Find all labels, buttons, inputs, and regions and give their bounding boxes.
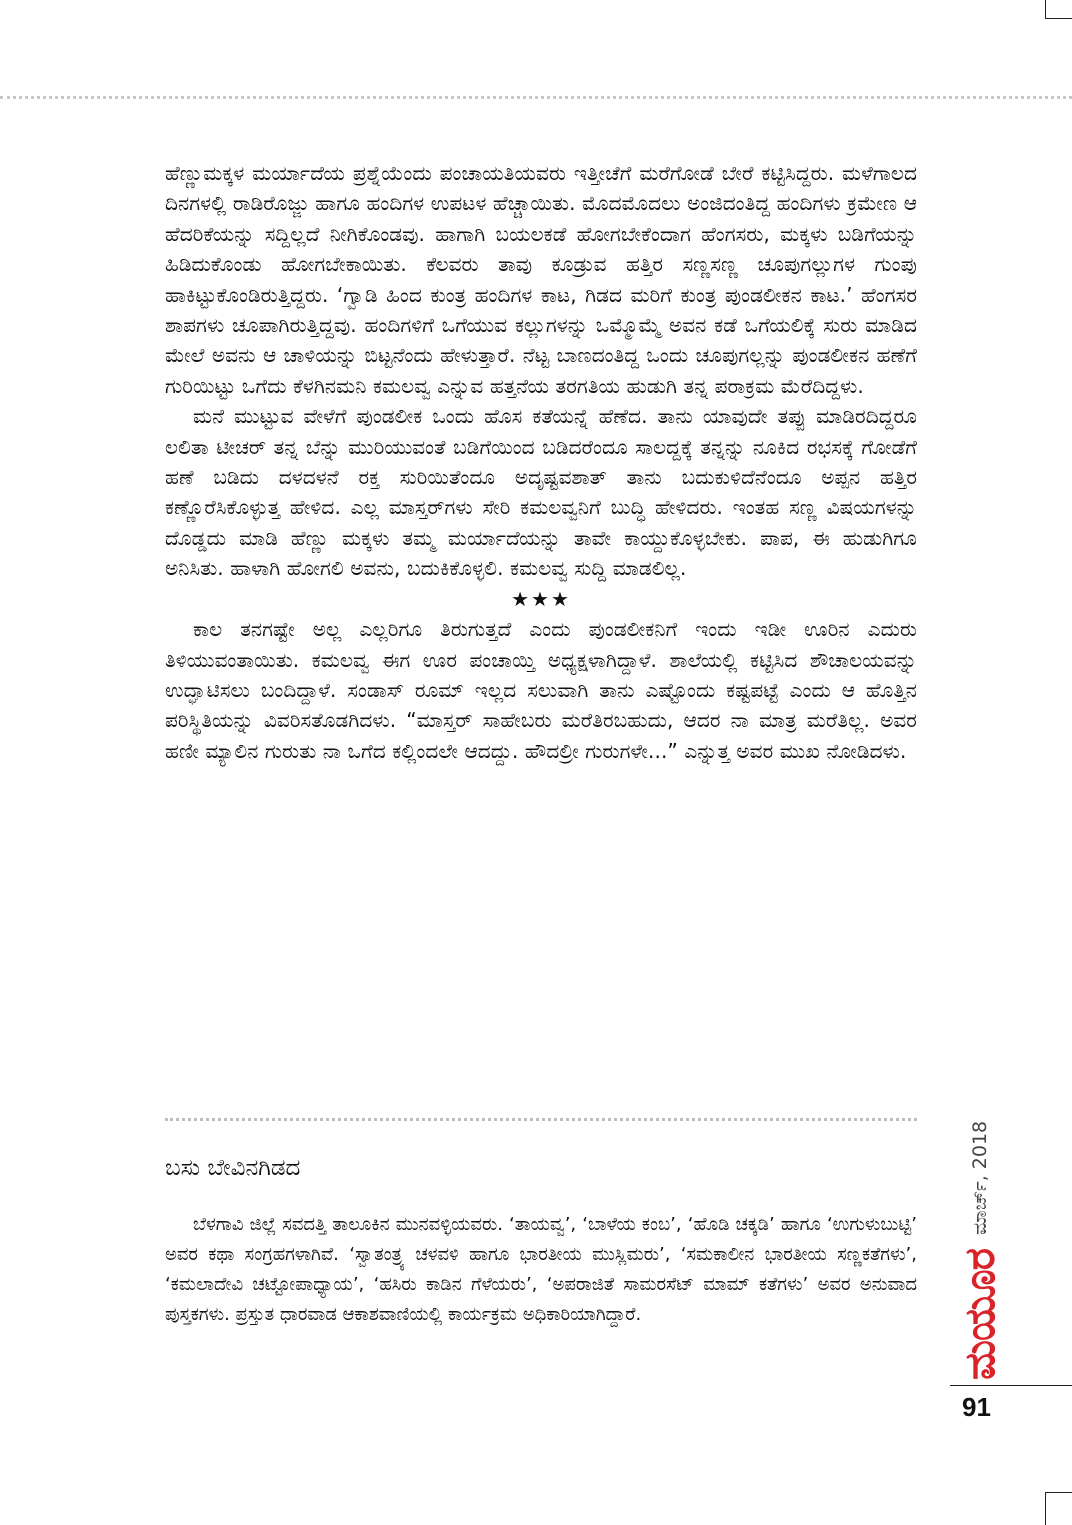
crop-mark-bottom-right	[1046, 1492, 1072, 1493]
paragraph-1: ಹೆಣ್ಣುಮಕ್ಕಳ ಮರ್ಯಾದೆಯ ಪ್ರಶ್ನೆಯೆಂದು ಪಂಚಾಯತಿಯವರು ಇತ್ತೀಚೆಗೆ ಮರೆಗೋಡೆ ಬೇರೆ ಕಟ್ಟಿಸಿದ್ದರು. ಮಳೆಗಾಲದ ದಿನಗಳಲ್ಲಿ ರಾಡಿರೊಜ್ಜು ಹಾಗೂ ಹಂದಿಗಳ ಉಪಟಳ ಹೆಚ್ಚಾಯಿತು. ಮೊದಮೊದಲು ಅಂಜಿದಂತಿದ್ದ ಹಂದಿಗಳು ಕ್ರಮೇಣ ಆ ಹೆದರಿಕೆಯನ್ನು ಸದ್ದಿಲ್ಲದೆ ನೀಗಿಕೊಂಡವು. ಹಾಗಾಗಿ ಬಯಲಕಡೆ ಹೋಗಬೇಕೆಂದಾಗ ಹೆಂಗಸರು, ಮಕ್ಕಳು ಬಡಿಗೆಯನ್ನು ಹಿಡಿದುಕೊಂಡು ಹೋಗಬೇಕಾಯಿತು. ಕೆಲವರು ತಾವು ಕೂಡ್ರುವ ಹತ್ತಿರ ಸಣ್ಣಸಣ್ಣ ಚೂಪುಗಲ್ಲುಗಳ ಗುಂಪು ಹಾಕಿಟ್ಟುಕೊಂಡಿರುತ್ತಿದ್ದರು. ‘ಗ್ವಾಡಿ ಹಿಂದ ಕುಂತ್ರ ಹಂದಿಗಳ ಕಾಟ, ಗಿಡದ ಮರಿಗೆ ಕುಂತ್ರ ಪುಂಡಲೀಕನ ಕಾಟ.’ ಹೆಂಗಸರ ಶಾಪಗಳು ಚೂಪಾಗಿರುತ್ತಿದ್ದವು. ಹಂದಿಗಳಿಗೆ ಒಗೆಯುವ ಕಲ್ಲುಗಳನ್ನು ಒಮ್ಮೊಮ್ಮೆ ಅವನ ಕಡೆ ಒಗೆಯಲಿಕ್ಕೆ ಸುರು ಮಾಡಿದ ಮೇಲೆ ಅವನು ಆ ಚಾಳಿಯನ್ನು ಬಿಟ್ಟನೆಂದು ಹೇಳುತ್ತಾರೆ. ನೆಟ್ಟ ಬಾಣದಂತಿದ್ದ ಒಂದು ಚೂಪುಗಲ್ಲನ್ನು ಪುಂಡಲೀಕನ ಹಣೆಗೆ ಗುರಿಯಿಟ್ಟು ಒಗೆದು ಕೆಳಗಿನಮನಿ ಕಮಲವ್ವ ಎನ್ನುವ ಹತ್ತನೆಯ ತರಗತಿಯ ಹುಡುಗಿ ತನ್ನ ಪರಾಕ್ರಮ ಮೆರೆದಿದ್ದಳು.	[165, 161, 917, 398]
author-name: ಬಸು ಬೇವಿನಗಿಡದ	[165, 1155, 301, 1181]
section-separator: ★★★	[511, 586, 571, 611]
author-section-divider	[165, 1118, 917, 1121]
page-number-rule	[950, 1385, 1072, 1386]
magazine-logo: ಮಯೂರ	[955, 1249, 1004, 1380]
crop-mark-top-right-vertical	[1045, 0, 1046, 19]
magazine-label	[950, 1095, 1010, 1380]
issue-date: ಮಾರ್ಚ್, 2018	[969, 1120, 991, 1236]
paragraph-3: ಕಾಲ ತನಗಷ್ಟೇ ಅಲ್ಲ ಎಲ್ಲರಿಗೂ ತಿರುಗುತ್ತದೆ ಎಂದು ಪುಂಡಲೀಕನಿಗೆ ಇಂದು ಇಡೀ ಊರಿನ ಎದುರು ತಿಳಿಯುವಂತಾಯಿತು. ಕಮಲವ್ವ ಈಗ ಊರ ಪಂಚಾಯ್ತಿ ಅಧ್ಯಕ್ಷಳಾಗಿದ್ದಾಳೆ. ಶಾಲೆಯಲ್ಲಿ ಕಟ್ಟಿಸಿದ ಶೌಚಾಲಯವನ್ನು ಉದ್ಘಾಟಿಸಲು ಬಂದಿದ್ದಾಳೆ. ಸಂಡಾಸ್ ರೂಮ್ ಇಲ್ಲದ ಸಲುವಾಗಿ ತಾನು ಎಷ್ಟೊಂದು ಕಷ್ಟಪಟ್ಟೆ ಎಂದು ಆ ಹೊತ್ತಿನ ಪರಿಸ್ಥಿತಿಯನ್ನು ವಿವರಿಸತೊಡಗಿದಳು. “ಮಾಸ್ತರ್ ಸಾಹೇಬರು ಮರೆತಿರಬಹುದು, ಆದರ ನಾ ಮಾತ್ರ ಮರೆತಿಲ್ಲ. ಅವರ ಹಣೀ ಮ್ಯಾಲಿನ ಗುರುತು ನಾ ಒಗೆದ ಕಲ್ಲಿಂದಲೇ ಆದದ್ದು. ಹೌದಲ್ರೀ ಗುರುಗಳೇ...” ಎನ್ನುತ್ತ ಅವರ ಮುಖ ನೋಡಿದಳು.	[165, 617, 917, 763]
crop-mark-bottom-right-vertical	[1045, 1492, 1046, 1525]
paragraph-2: ಮನೆ ಮುಟ್ಟುವ ವೇಳೆಗೆ ಪುಂಡಲೀಕ ಒಂದು ಹೊಸ ಕತೆಯನ್ನೆ ಹೆಣೆದ. ತಾನು ಯಾವುದೇ ತಪ್ಪು ಮಾಡಿರದಿದ್ದರೂ ಲಲಿತಾ ಟೀಚರ್ ತನ್ನ ಬೆನ್ನು ಮುರಿಯುವಂತೆ ಬಡಿಗೆಯಿಂದ ಬಡಿದರೆಂದೂ ಸಾಲದ್ದಕ್ಕೆ ತನ್ನನ್ನು ನೂಕಿದ ರಭಸಕ್ಕೆ ಗೋಡೆಗೆ ಹಣೆ ಬಡಿದು ದಳದಳನೆ ರಕ್ತ ಸುರಿಯಿತೆಂದೂ ಅದೃಷ್ಟವಶಾತ್ ತಾನು ಬದುಕುಳಿದೆನೆಂದೂ ಅಪ್ಪನ ಹತ್ತಿರ ಕಣ್ಣೊರೆಸಿಕೊಳ್ಳುತ್ತ ಹೇಳಿದ. ಎಲ್ಲ ಮಾಸ್ತರ್‌ಗಳು ಸೇರಿ ಕಮಲವ್ವನಿಗೆ ಬುದ್ಧಿ ಹೇಳಿದರು. ಇಂತಹ ಸಣ್ಣ ವಿಷಯಗಳನ್ನು ದೊಡ್ಡದು ಮಾಡಿ ಹೆಣ್ಣು ಮಕ್ಕಳು ತಮ್ಮ ಮರ್ಯಾದೆಯನ್ನು ತಾವೇ ಕಾಯ್ದುಕೊಳ್ಳಬೇಕು. ಪಾಪ, ಈ ಹುಡುಗಿಗೂ ಅನಿಸಿತು. ಹಾಳಾಗಿ ಹೋಗಲಿ ಅವನು, ಬದುಕಿಕೊಳ್ಳಲಿ. ಕಮಲವ್ವ ಸುದ್ದಿ ಮಾಡಲಿಲ್ಲ.	[165, 404, 917, 581]
top-dotted-rule	[0, 96, 1072, 99]
magazine-sidebar	[950, 1095, 1010, 1380]
author-bio: ಬೆಳಗಾವಿ ಜಿಲ್ಲೆ ಸವದತ್ತಿ ತಾಲೂಕಿನ ಮುನವಳ್ಳಿಯವರು. ‘ತಾಯವ್ವ’, ‘ಬಾಳೆಯ ಕಂಬ’, ‘ಹೊಡಿ ಚಕ್ಕಡಿ’ ಹಾಗೂ ‘ಉಗುಳುಬುಟ್ಟಿ’ ಅವರ ಕಥಾ ಸಂಗ್ರಹಗಳಾಗಿವೆ. ‘ಸ್ವಾತಂತ್ರ್ಯ ಚಳವಳಿ ಹಾಗೂ ಭಾರತೀಯ ಮುಸ್ಲಿಮರು’, ‘ಸಮಕಾಲೀನ ಭಾರತೀಯ ಸಣ್ಣಕತೆಗಳು’, ‘ಕಮಲಾದೇವಿ ಚಟ್ಟೋಪಾಧ್ಯಾಯ’, ‘ಹಸಿರು ಕಾಡಿನ ಗೆಳೆಯರು’, ‘ಅಪರಾಜಿತೆ ಸಾಮರಸೆಟ್ ಮಾಮ್ ಕತೆಗಳು’ ಅವರ ಅನುವಾದ ಪುಸ್ತಕಗಳು. ಪ್ರಸ್ತುತ ಧಾರವಾಡ ಆಕಾಶವಾಣಿಯಲ್ಲಿ ಕಾರ್ಯಕ್ರಮ ಅಧಿಕಾರಿಯಾಗಿದ್ದಾರೆ.	[165, 1214, 917, 1325]
crop-mark-top-right	[1046, 18, 1072, 19]
article-body	[165, 158, 917, 766]
page-number: 91	[962, 1392, 991, 1422]
